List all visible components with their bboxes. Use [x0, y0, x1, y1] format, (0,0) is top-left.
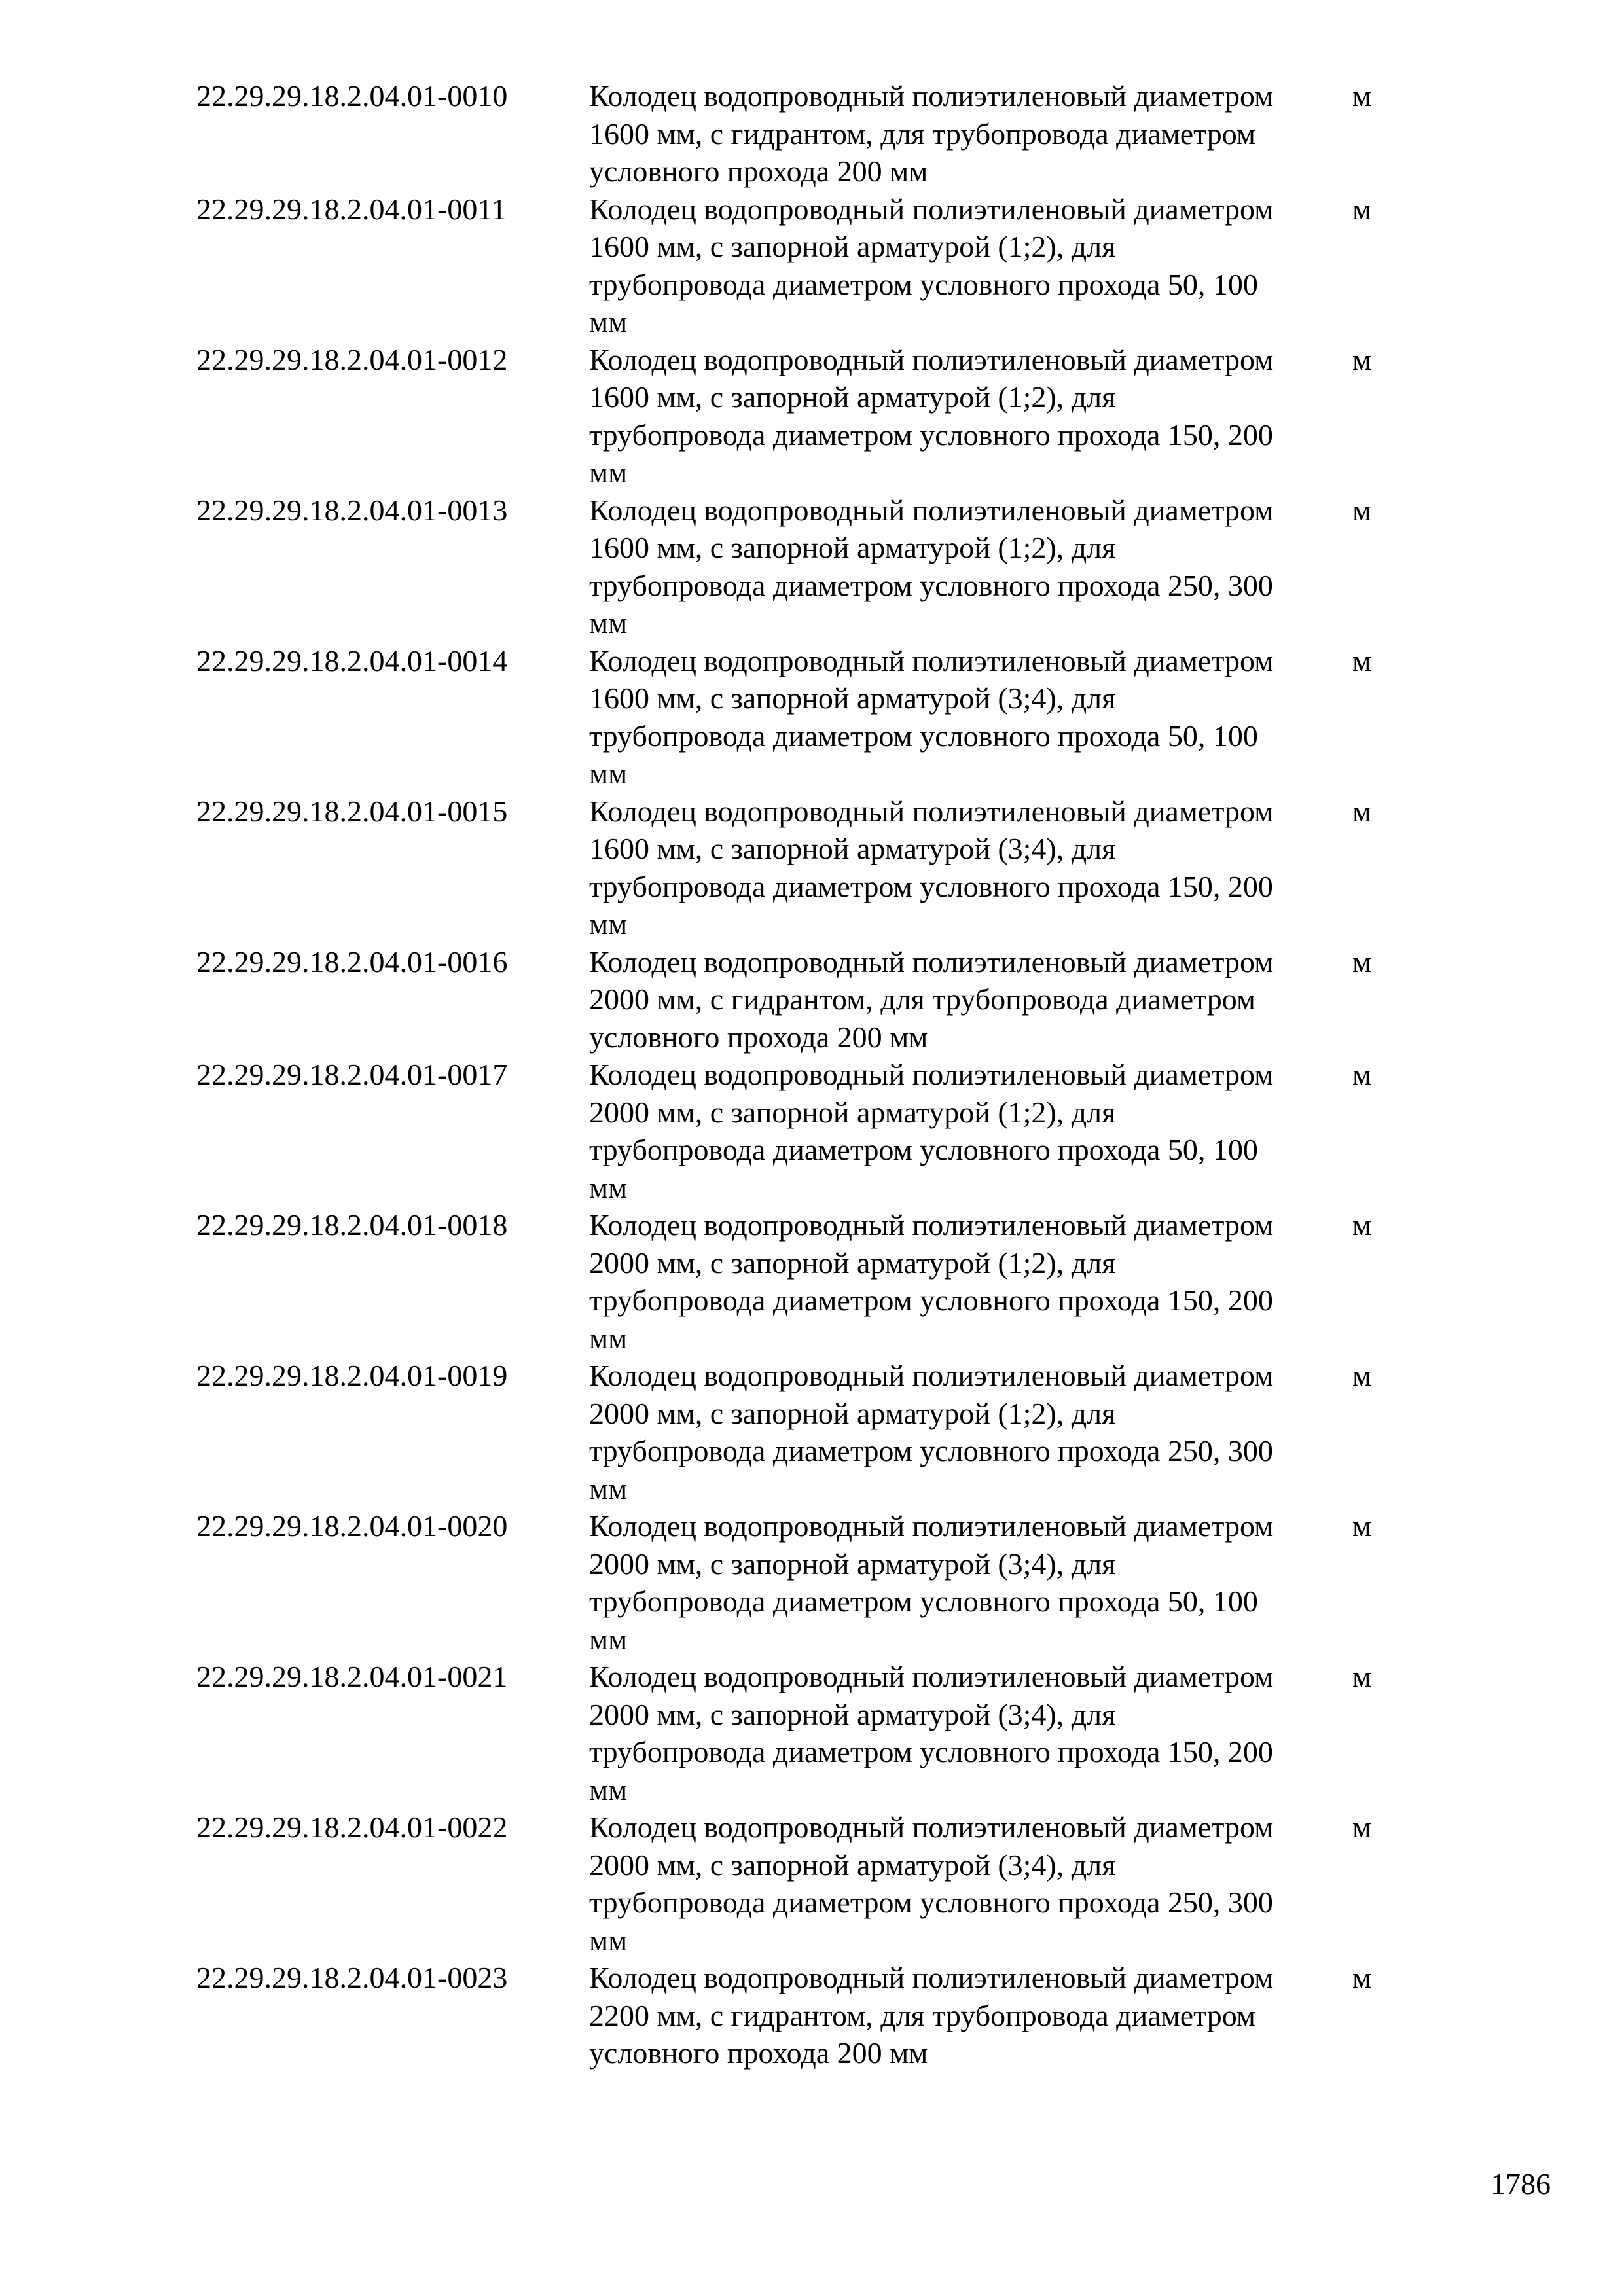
resource-code: 22.29.29.18.2.04.01-0010 [196, 79, 508, 113]
resource-code: 22.29.29.18.2.04.01-0020 [196, 1509, 508, 1543]
resource-description: Колодец водопроводный полиэтиленовый диаметром 1600 мм, с запорной арматурой (3;4), для трубопровода диаметром условного прохода 150, 200 мм [589, 794, 1274, 941]
unit-of-measure: м [1352, 342, 1372, 376]
resource-description: Колодец водопроводный полиэтиленовый диаметром 1600 мм, с запорной арматурой (1;2), для трубопровода диаметром условного прохода 250, 300 мм [589, 493, 1274, 639]
resource-description: Колодец водопроводный полиэтиленовый диаметром 2200 мм, с гидрантом, для трубопровода диаметром условного прохода 200 мм [589, 1961, 1274, 2070]
unit-of-measure: м [1352, 1208, 1372, 1242]
unit-of-measure: м [1352, 192, 1372, 226]
resource-description: Колодец водопроводный полиэтиленовый диаметром 2000 мм, с запорной арматурой (3;4), для трубопровода диаметром условного прохода 50, 100 мм [589, 1509, 1274, 1656]
resource-code: 22.29.29.18.2.04.01-0019 [196, 1359, 508, 1392]
catalog-row [196, 492, 1440, 642]
unit-of-measure: м [1352, 794, 1372, 828]
page-number: 1786 [1490, 2167, 1551, 2200]
unit-of-measure: м [1352, 944, 1372, 978]
resource-code: 22.29.29.18.2.04.01-0011 [196, 192, 507, 226]
unit-of-measure: м [1352, 493, 1372, 527]
unit-of-measure: м [1352, 1058, 1372, 1091]
catalog-row [196, 341, 1440, 492]
resource-code: 22.29.29.18.2.04.01-0021 [196, 1660, 508, 1693]
resource-code: 22.29.29.18.2.04.01-0013 [196, 493, 508, 527]
unit-of-measure: м [1352, 79, 1372, 113]
catalog-row [196, 77, 1440, 190]
resource-description: Колодец водопроводный полиэтиленовый диаметром 2000 мм, с запорной арматурой (1;2), для трубопровода диаметром условного прохода 50, 100 мм [589, 1058, 1274, 1204]
resource-description: Колодец водопроводный полиэтиленовый диаметром 2000 мм, с запорной арматурой (1;2), для трубопровода диаметром условного прохода 150, 200 мм [589, 1208, 1274, 1355]
resource-code: 22.29.29.18.2.04.01-0023 [196, 1961, 508, 1994]
unit-of-measure: м [1352, 1810, 1372, 1844]
resource-code: 22.29.29.18.2.04.01-0015 [196, 794, 508, 828]
resource-code: 22.29.29.18.2.04.01-0022 [196, 1810, 508, 1844]
catalog-row [196, 943, 1440, 1056]
unit-of-measure: м [1352, 643, 1372, 677]
unit-of-measure: м [1352, 1359, 1372, 1392]
catalog-row [196, 190, 1440, 341]
catalog-row [196, 1507, 1440, 1658]
catalog-row [196, 1959, 1440, 2072]
resource-description: Колодец водопроводный полиэтиленовый диаметром 1600 мм, с запорной арматурой (1;2), для трубопровода диаметром условного прохода 50, 100 мм [589, 192, 1274, 338]
resource-code: 22.29.29.18.2.04.01-0012 [196, 342, 508, 376]
catalog-row [196, 793, 1440, 943]
catalog-row [196, 1206, 1440, 1357]
catalog-row [196, 642, 1440, 793]
resource-description: Колодец водопроводный полиэтиленовый диаметром 1600 мм, с запорной арматурой (1;2), для трубопровода диаметром условного прохода 150, 200 мм [589, 342, 1274, 489]
resource-description: Колодец водопроводный полиэтиленовый диаметром 1600 мм, с гидрантом, для трубопровода диаметром условного прохода 200 мм [589, 79, 1274, 188]
resource-code: 22.29.29.18.2.04.01-0018 [196, 1208, 508, 1242]
resource-description: Колодец водопроводный полиэтиленовый диаметром 2000 мм, с гидрантом, для трубопровода диаметром условного прохода 200 мм [589, 944, 1274, 1054]
unit-of-measure: м [1352, 1509, 1372, 1543]
resource-description: Колодец водопроводный полиэтиленовый диаметром 2000 мм, с запорной арматурой (3;4), для трубопровода диаметром условного прохода 150, 200 мм [589, 1660, 1274, 1806]
catalog-list [196, 77, 1440, 2072]
unit-of-measure: м [1352, 1660, 1372, 1693]
catalog-row [196, 1056, 1440, 1206]
catalog-row [196, 1357, 1440, 1507]
resource-code: 22.29.29.18.2.04.01-0016 [196, 944, 508, 978]
unit-of-measure: м [1352, 1961, 1372, 1994]
catalog-row [196, 1658, 1440, 1808]
resource-description: Колодец водопроводный полиэтиленовый диаметром 2000 мм, с запорной арматурой (1;2), для трубопровода диаметром условного прохода 250, 300 мм [589, 1359, 1274, 1505]
catalog-row [196, 1808, 1440, 1959]
resource-code: 22.29.29.18.2.04.01-0014 [196, 643, 508, 677]
resource-description: Колодец водопроводный полиэтиленовый диаметром 1600 мм, с запорной арматурой (3;4), для трубопровода диаметром условного прохода 50, 100 мм [589, 643, 1274, 790]
resource-description: Колодец водопроводный полиэтиленовый диаметром 2000 мм, с запорной арматурой (3;4), для трубопровода диаметром условного прохода 250, 300 мм [589, 1810, 1274, 1957]
resource-code: 22.29.29.18.2.04.01-0017 [196, 1058, 508, 1091]
